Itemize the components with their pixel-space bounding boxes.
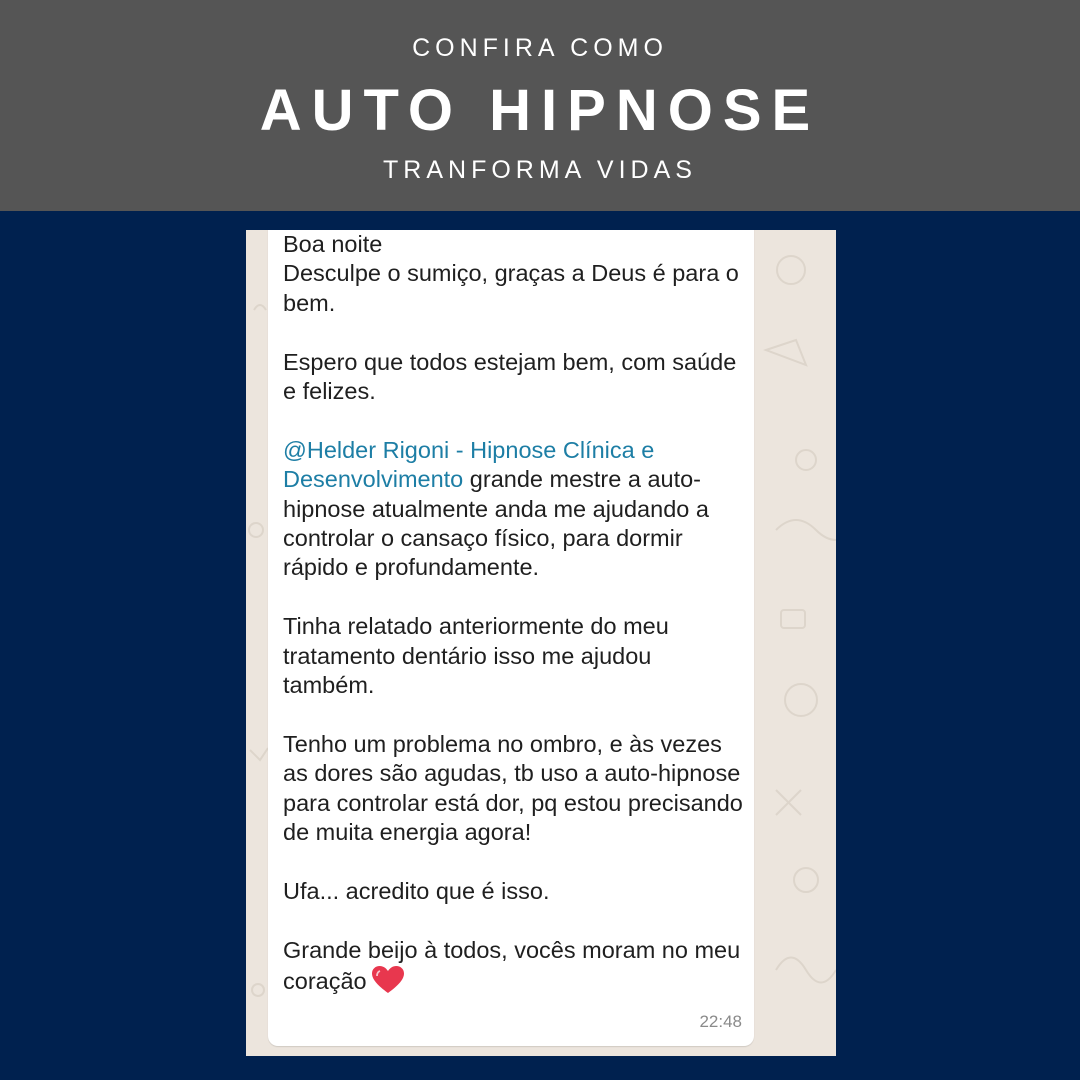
header-title: AUTO HIPNOSE xyxy=(259,78,821,143)
message-bubble[interactable] xyxy=(268,230,754,1046)
header-kicker: CONFIRA COMO xyxy=(412,34,668,62)
header-subtitle: TRANFORMA VIDAS xyxy=(383,156,697,184)
message-closing: Grande beijo à todos, vocês moram no meu coração xyxy=(283,936,741,995)
message-ufa: Ufa... acredito que é isso. xyxy=(283,877,550,904)
message-greeting: Boa noite xyxy=(283,231,383,257)
heart-icon xyxy=(371,965,405,1002)
message-wishes: Espero que todos estejam bem, com saúde e felizes. xyxy=(283,348,737,405)
message-timestamp: 22:48 xyxy=(699,1012,742,1031)
message-apology: Desculpe o sumiço, graças a Deus é para o bem. xyxy=(283,260,739,316)
chat-screenshot xyxy=(246,230,836,1056)
header-banner xyxy=(0,0,1080,211)
message-shoulder: Tenho um problema no ombro, e às vezes as dores são agudas, tb uso a auto-hipnose para controlar está dor, pq estou precisando de muita energia agora! xyxy=(283,730,743,846)
message-mention-paragraph xyxy=(283,436,743,583)
message-closing-paragraph xyxy=(283,936,743,1003)
message-text xyxy=(283,230,743,1032)
mention-link[interactable]: @Helder Rigoni - Hipnose Clínica e Desenvolvimento xyxy=(283,436,655,493)
mention-paragraph-rest: grande mestre a auto-hipnose atualmente anda me ajudando a controlar o cansaço físico, para dormir rápido e profundamente. xyxy=(283,466,709,581)
message-dental: Tinha relatado anteriormente do meu tratamento dentário isso me ajudou também. xyxy=(283,613,669,699)
